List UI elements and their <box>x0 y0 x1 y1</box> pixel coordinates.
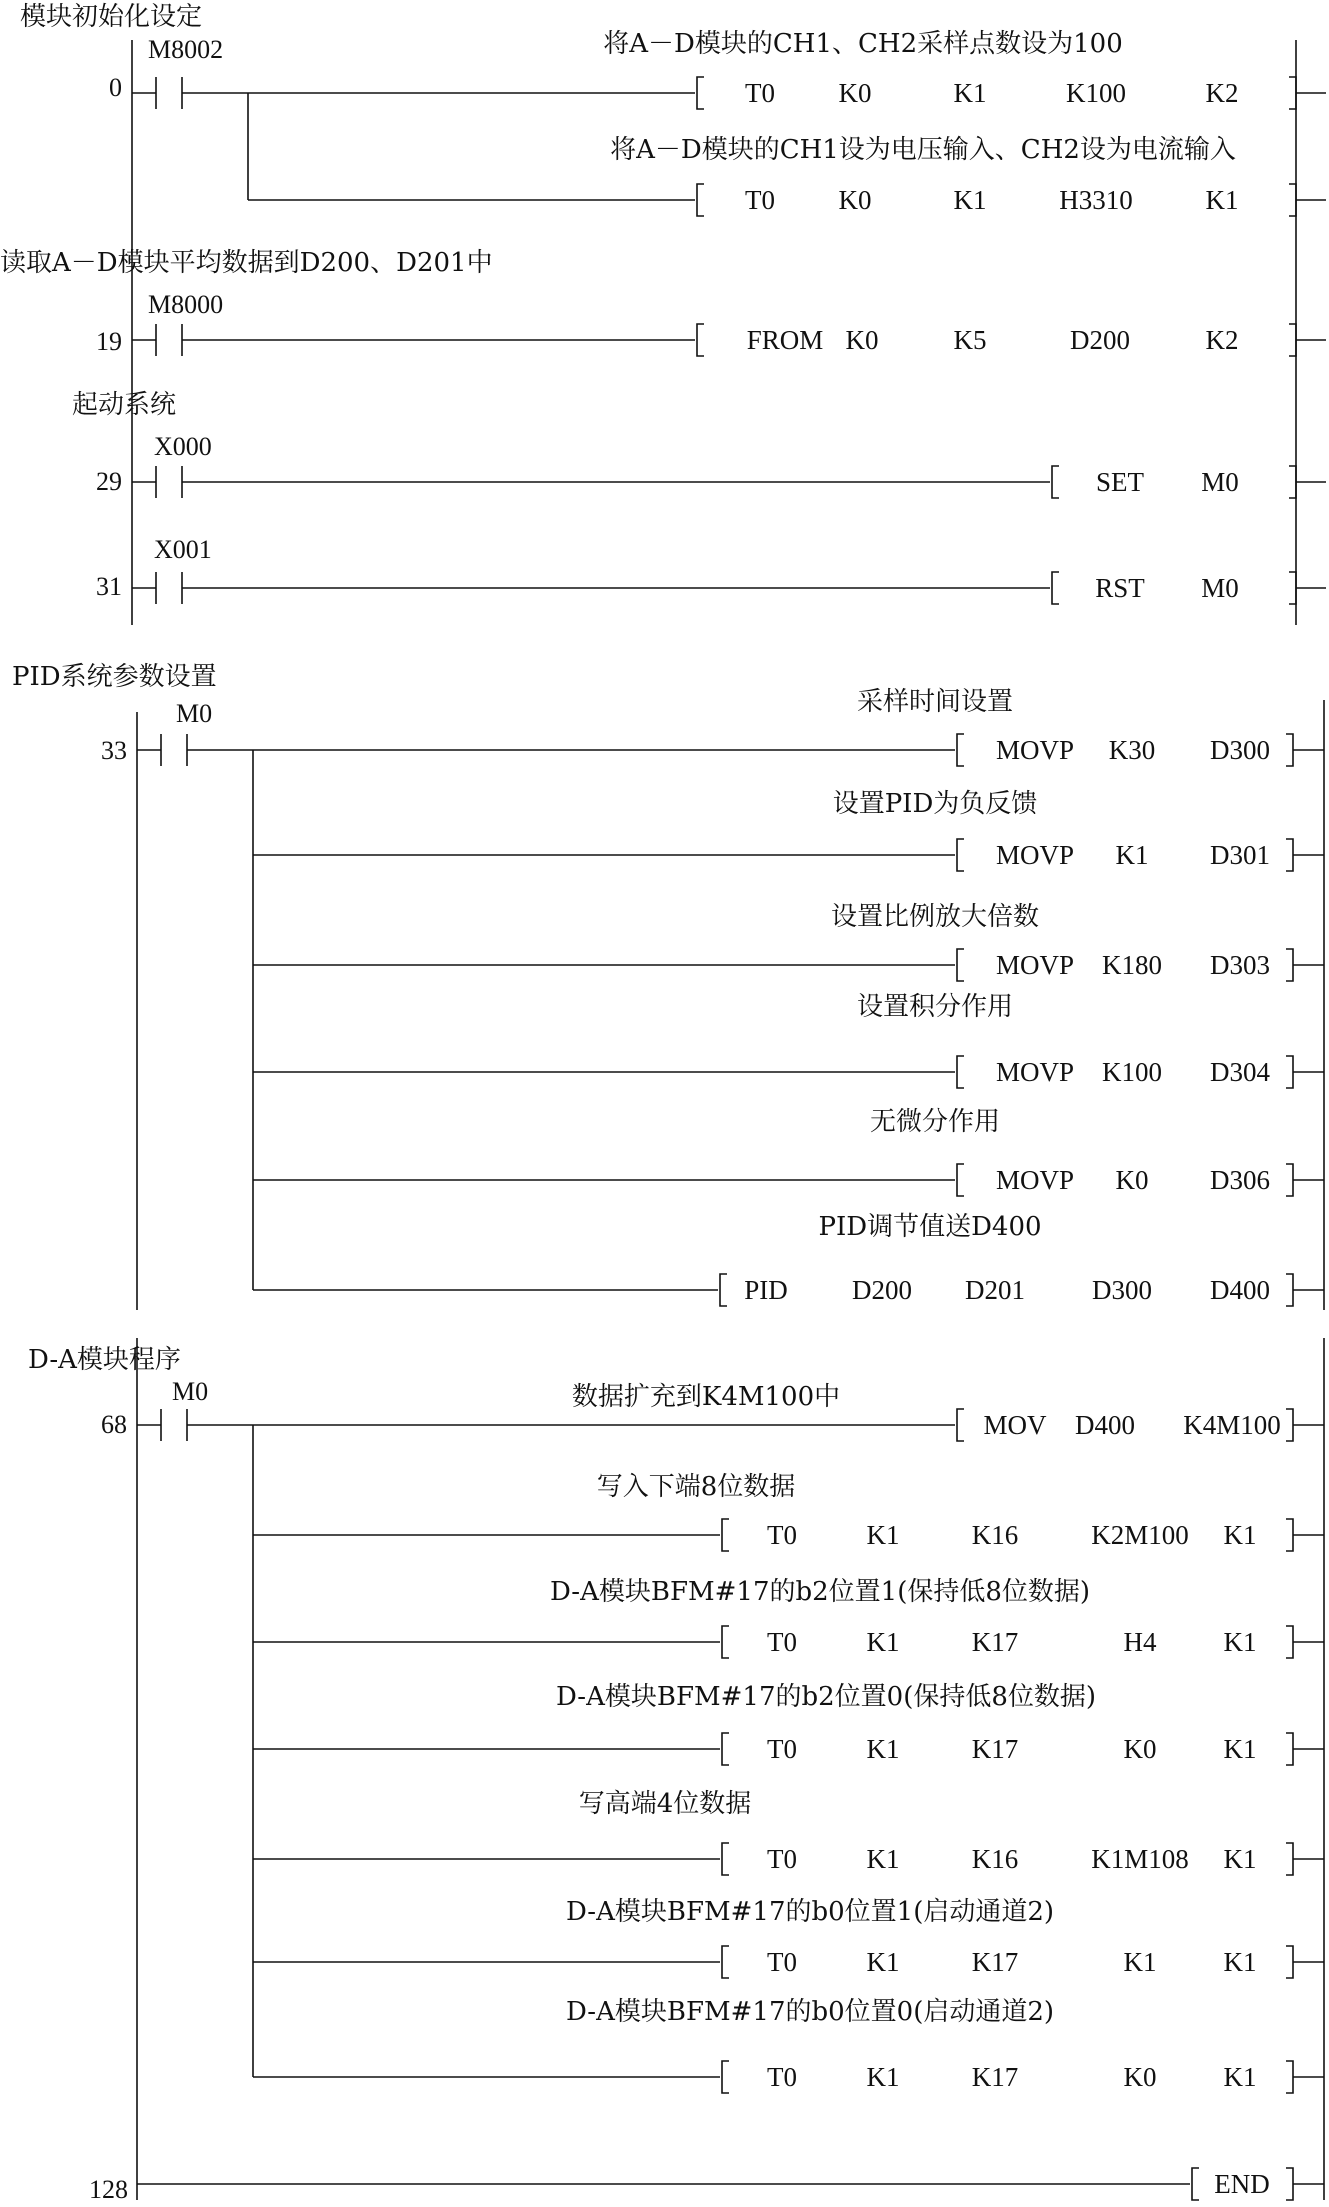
instruction-token: MOVP <box>995 1165 1075 1195</box>
instruction-close-bracket <box>1289 77 1296 109</box>
instruction-token: FROM <box>746 325 824 355</box>
instruction-open-bracket <box>697 324 704 356</box>
instruction-open-bracket <box>722 2061 729 2093</box>
instruction-token: D304 <box>1210 1057 1270 1087</box>
rung-comment: 设置PID为负反馈 <box>832 789 1038 819</box>
instruction-token: K0 <box>1123 1734 1157 1764</box>
instruction-token: K17 <box>971 1627 1019 1657</box>
instruction-token: K17 <box>971 1734 1019 1764</box>
instruction-close-bracket <box>1286 734 1293 766</box>
instruction-close-bracket <box>1286 2168 1293 2200</box>
section-heading: 模块初始化设定 <box>20 2 203 32</box>
instruction-token: H3310 <box>1059 185 1133 215</box>
instruction-token: D300 <box>1210 735 1270 765</box>
instruction-token: K100 <box>1102 1057 1162 1087</box>
rung-comment: D-A模块BFM#17的b2位置0(保持低8位数据) <box>555 1682 1097 1712</box>
instruction-close-bracket <box>1289 466 1296 498</box>
step-number: 33 <box>101 736 127 765</box>
instruction-token: K180 <box>1102 950 1162 980</box>
rung-comment: 设置积分作用 <box>856 992 1014 1022</box>
instruction-token: K1 <box>1223 1844 1257 1874</box>
instruction-token: K1 <box>1115 840 1149 870</box>
instruction-token: K0 <box>1115 1165 1149 1195</box>
rung-comment: 设置比例放大倍数 <box>830 902 1040 932</box>
instruction-token: K1 <box>866 1947 900 1977</box>
section-heading: 起动系统 <box>72 390 177 420</box>
instruction-token: K0 <box>838 78 872 108</box>
instruction-open-bracket <box>722 1626 729 1658</box>
instruction-token: D301 <box>1210 840 1270 870</box>
contact-label: X001 <box>154 535 212 564</box>
instruction-token: D306 <box>1210 1165 1270 1195</box>
instruction-token: K4M100 <box>1183 1410 1281 1440</box>
instruction-token: T0 <box>767 1734 797 1764</box>
section-heading: 读取A－D模块平均数据到D200、D201中 <box>0 248 493 278</box>
instruction-token: K30 <box>1108 735 1156 765</box>
contact-label: M8000 <box>148 290 224 319</box>
instruction-open-bracket <box>957 1164 964 1196</box>
instruction-close-bracket <box>1286 949 1293 981</box>
instruction-close-bracket <box>1286 1843 1293 1875</box>
instruction-close-bracket <box>1289 324 1296 356</box>
rung-comment: 无微分作用 <box>869 1107 1001 1137</box>
rung-comment: 将A－D模块的CH1设为电压输入、CH2设为电流输入 <box>610 135 1236 165</box>
instruction-token: K1 <box>1123 1947 1157 1977</box>
rung-comment: D-A模块BFM#17的b0位置0(启动通道2) <box>565 1997 1055 2027</box>
rung-comment: 采样时间设置 <box>856 687 1014 717</box>
step-number: 19 <box>96 327 122 356</box>
instruction-token: D400 <box>1210 1275 1270 1305</box>
instruction-token: MOVP <box>995 950 1075 980</box>
instruction-token: T0 <box>767 2062 797 2092</box>
instruction-token: K0 <box>1123 2062 1157 2092</box>
instruction-close-bracket <box>1289 184 1296 216</box>
instruction-token: K1 <box>866 1844 900 1874</box>
instruction-token: M0 <box>1201 467 1239 497</box>
instruction-open-bracket <box>722 1946 729 1978</box>
instruction-token: K5 <box>953 325 987 355</box>
instruction-token: MOVP <box>995 735 1075 765</box>
instruction-close-bracket <box>1286 1164 1293 1196</box>
step-number: 0 <box>109 73 122 102</box>
instruction-token: K1 <box>1223 2062 1257 2092</box>
step-number: 29 <box>96 467 122 496</box>
instruction-token: D303 <box>1210 950 1270 980</box>
rung-comment: D-A模块BFM#17的b0位置1(启动通道2) <box>565 1897 1055 1927</box>
instruction-token: RST <box>1095 573 1145 603</box>
instruction-token: MOV <box>983 1410 1047 1440</box>
instruction-close-bracket <box>1286 1519 1293 1551</box>
instruction-token: K1 <box>1223 1627 1257 1657</box>
instruction-token: K1 <box>866 1734 900 1764</box>
instruction-close-bracket <box>1286 1274 1293 1306</box>
instruction-token: MOVP <box>995 840 1075 870</box>
instruction-token: K1 <box>1223 1734 1257 1764</box>
instruction-open-bracket <box>722 1519 729 1551</box>
instruction-open-bracket <box>722 1843 729 1875</box>
instruction-token: K1 <box>1223 1520 1257 1550</box>
instruction-open-bracket <box>720 1274 727 1306</box>
step-number: 68 <box>101 1410 127 1439</box>
rung-comment: D-A模块BFM#17的b2位置1(保持低8位数据) <box>549 1577 1091 1607</box>
step-number: 128 <box>89 2175 128 2204</box>
instruction-token: K100 <box>1066 78 1126 108</box>
instruction-close-bracket <box>1286 2061 1293 2093</box>
instruction-token: MOVP <box>995 1057 1075 1087</box>
instruction-token: T0 <box>767 1520 797 1550</box>
instruction-token: T0 <box>767 1627 797 1657</box>
rung-comment: 将A－D模块的CH1、CH2采样点数设为100 <box>603 29 1123 59</box>
ladder-lines <box>132 40 1326 2200</box>
instruction-token: D201 <box>965 1275 1025 1305</box>
instruction-open-bracket <box>697 77 704 109</box>
instruction-token: D400 <box>1075 1410 1135 1440</box>
instruction-close-bracket <box>1286 1733 1293 1765</box>
instruction-close-bracket <box>1286 1409 1293 1441</box>
rung-comment: 数据扩充到K4M100中 <box>571 1382 841 1412</box>
instruction-token: K1 <box>1205 185 1239 215</box>
instruction-token: K0 <box>838 185 872 215</box>
instruction-token: M0 <box>1201 573 1239 603</box>
instruction-token: T0 <box>767 1844 797 1874</box>
instruction-token: K16 <box>971 1844 1019 1874</box>
instruction-open-bracket <box>957 734 964 766</box>
contact-label: M0 <box>172 1377 209 1406</box>
instruction-open-bracket <box>697 184 704 216</box>
instruction-open-bracket <box>1052 466 1059 498</box>
ladder-text <box>0 2 1281 2204</box>
instruction-token: K17 <box>971 1947 1019 1977</box>
instruction-token: SET <box>1095 467 1145 497</box>
section-heading: D-A模块程序 <box>28 1345 181 1375</box>
instruction-token: D200 <box>1070 325 1130 355</box>
instruction-open-bracket <box>957 949 964 981</box>
instruction-token: K2M100 <box>1091 1520 1189 1550</box>
instruction-close-bracket <box>1286 1626 1293 1658</box>
instruction-token: K1 <box>866 1520 900 1550</box>
instruction-token: PID <box>744 1275 788 1305</box>
rung-comment: PID调节值送D400 <box>818 1212 1042 1242</box>
instruction-close-bracket <box>1286 1946 1293 1978</box>
instruction-token: D200 <box>852 1275 912 1305</box>
instruction-token: T0 <box>745 185 775 215</box>
instruction-close-bracket <box>1286 1056 1293 1088</box>
instruction-token: K1 <box>866 1627 900 1657</box>
instruction-token: K1 <box>953 185 987 215</box>
instruction-open-bracket <box>1052 572 1059 604</box>
instruction-open-bracket <box>1192 2168 1199 2200</box>
instruction-token: D300 <box>1092 1275 1152 1305</box>
instruction-close-bracket <box>1286 839 1293 871</box>
instruction-token: T0 <box>745 78 775 108</box>
instruction-token: K1 <box>1223 1947 1257 1977</box>
instruction-token: T0 <box>767 1947 797 1977</box>
step-number: 31 <box>96 572 122 601</box>
instruction-token: K16 <box>971 1520 1019 1550</box>
instruction-open-bracket <box>957 839 964 871</box>
instruction-token: K1 <box>953 78 987 108</box>
instruction-token: K1 <box>866 2062 900 2092</box>
instruction-open-bracket <box>957 1056 964 1088</box>
instruction-open-bracket <box>722 1733 729 1765</box>
instruction-token: END <box>1214 2169 1270 2199</box>
contact-label: X000 <box>154 432 212 461</box>
instruction-token: H4 <box>1123 1627 1157 1657</box>
instruction-token: K2 <box>1205 78 1239 108</box>
instruction-token: K2 <box>1205 325 1239 355</box>
rung-comment: 写高端4位数据 <box>578 1789 752 1819</box>
instruction-token: K17 <box>971 2062 1019 2092</box>
contact-label: M0 <box>176 699 213 728</box>
instruction-open-bracket <box>957 1409 964 1441</box>
section-heading: PID系统参数设置 <box>12 662 217 692</box>
instruction-token: K1M108 <box>1091 1844 1189 1874</box>
rung-comment: 写入下端8位数据 <box>596 1472 796 1502</box>
instruction-close-bracket <box>1289 572 1296 604</box>
instruction-token: K0 <box>845 325 879 355</box>
contact-label: M8002 <box>148 35 224 64</box>
